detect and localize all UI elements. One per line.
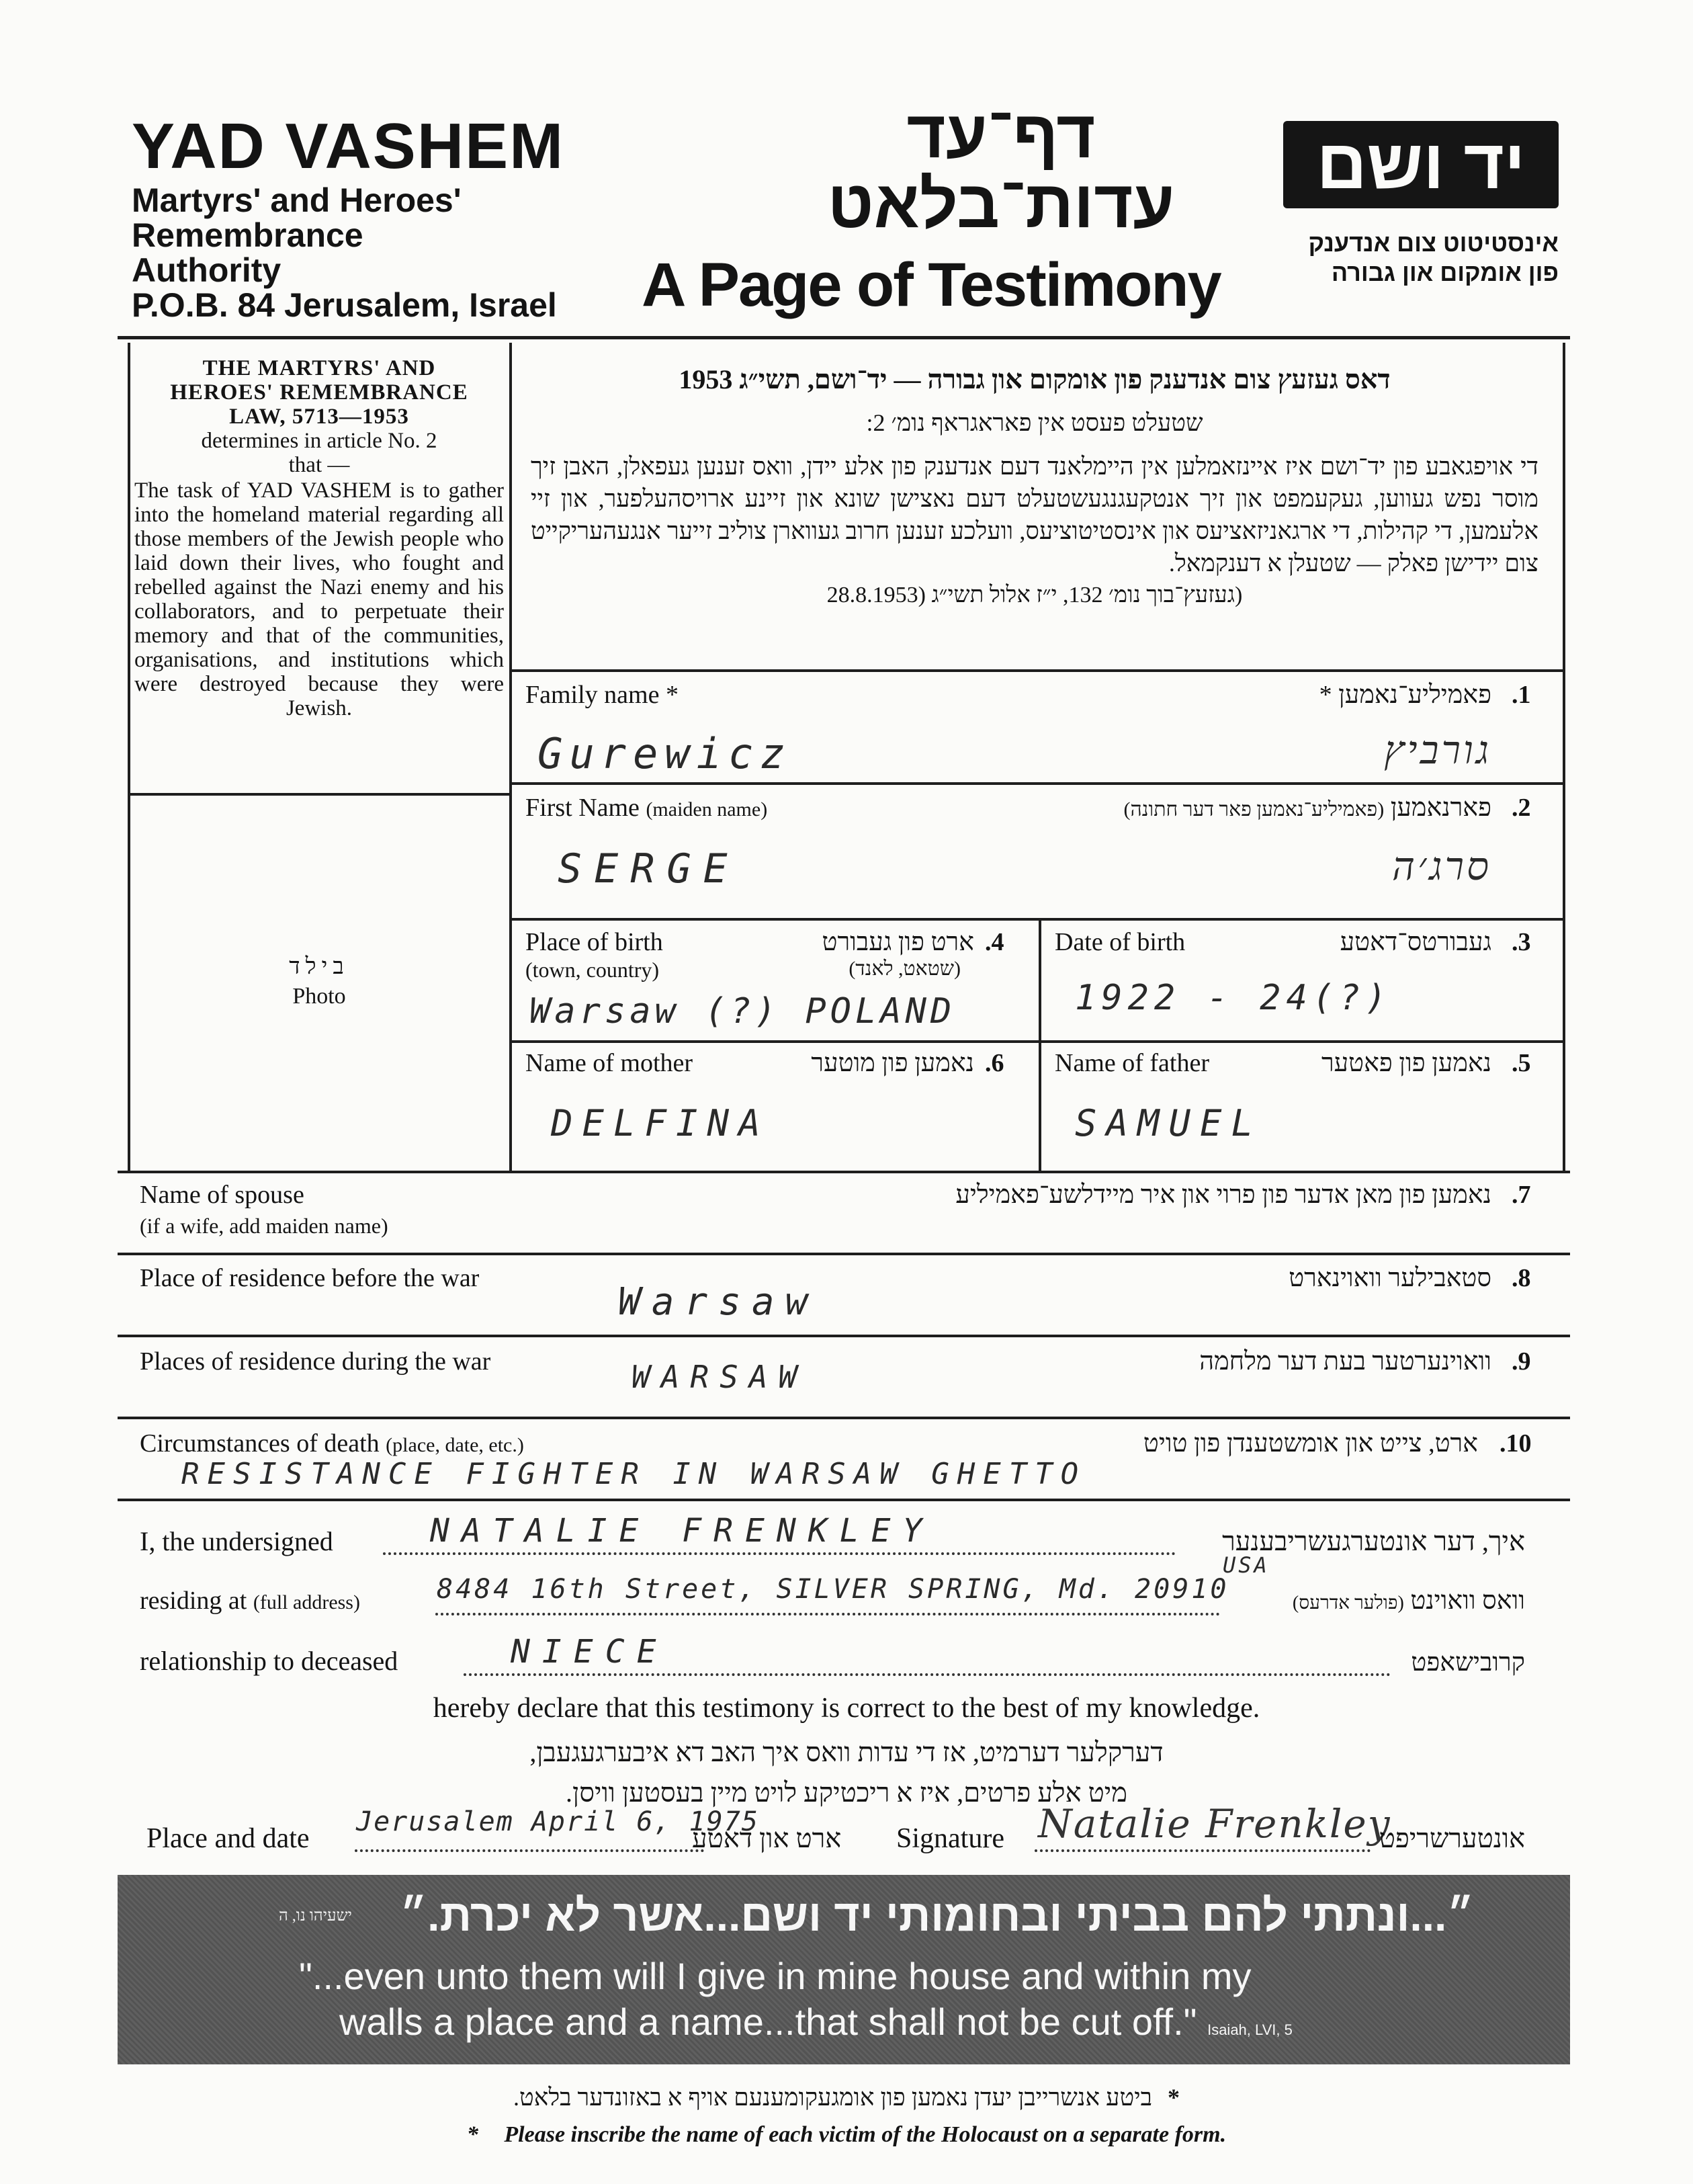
org-address: P.O.B. 84 Jerusalem, Israel [132, 286, 557, 324]
photo-label-yiddish: בילד [289, 954, 349, 979]
first-name-label [525, 793, 767, 823]
grid-line [118, 1499, 1570, 1501]
residing-line [435, 1613, 1220, 1615]
signature-heb-label: אונטערשריפט [1379, 1823, 1525, 1853]
date-of-birth-value[interactable]: 1922 - 24(?) [1075, 978, 1392, 1018]
first-name-heb-text: פארנאמען [1390, 794, 1491, 822]
grid-line [509, 918, 1565, 921]
law-body: The task of YAD VASHEM is to gather into the homeland material regarding all those members of the Jewish people who laid down their lives, who fought and rebelled against the Nazi enemy and his collaborators, and to perpetuate their memory and that of the communities, organisations, and institutions which were destroyed because they were Jewish. [134, 478, 504, 720]
residing-heb-note: (פולער אדרעס) [1292, 1593, 1404, 1613]
law-yiddish-body: די אויפגאבע פון יד־ושם איז איינזאמלען אין היימלאנד דעם אנדענק פון אלע יידן, וואס זענען געפאלן, האבן זיך מוסר נפש געווען, געקעמפט און זיך אנטקעגנגעשטעלט דעם נאצישן שונא און זיינע ארויסהעלפער, און זיי אלעמען, די קהילות, די ארגאניזאציעס און אינסטיטוציעס, וועלכע זענען חרוב געווארן צוליב זייער אנגעהעריקייט צום יידישן פאלק — שטעלן א דענקמאל. [531, 453, 1538, 577]
signature-label: Signature [896, 1823, 1004, 1854]
law-yiddish-ref: (געזעץ־בוך נומ׳ 132, י״ז אלול תשי״ג (28.8.1953 [826, 583, 1243, 607]
residence-before-label: Place of residence before the war [140, 1264, 480, 1292]
signature-line [1035, 1849, 1371, 1852]
family-name-label: Family name * [525, 681, 679, 709]
footer-yiddish [0, 2083, 1693, 2111]
date-of-birth-label: Date of birth [1055, 928, 1186, 956]
mother-name-heb-label: נאמען פון מוטער [811, 1049, 974, 1077]
grid-line [128, 793, 511, 796]
residence-during-value[interactable]: WARSAW [632, 1359, 808, 1395]
date-of-birth-number: .3 [1512, 928, 1531, 956]
logo-subtitle-line: אינסטיטוט צום אנדענק [1308, 229, 1559, 257]
declaration-statement: hereby declare that this testimony is correct to the best of my knowledge. [433, 1693, 1260, 1724]
declaration-statement-heb [0, 1732, 1693, 1813]
grid-line [118, 1417, 1570, 1419]
banner-ref: Isaiah, LVI, 5 [1207, 2021, 1293, 2038]
place-of-birth-label: Place of birth [525, 928, 663, 956]
family-name-value-heb[interactable]: גורביץ [1384, 727, 1491, 773]
law-yiddish-title: דאס געזעץ צום אנדענק פון אומקום און גבורה — יד־ושם, תשי״ג 1953 [679, 364, 1391, 394]
yiddish-title-line1: דף־עד [906, 97, 1096, 172]
date-of-birth-heb-label: געבורטס־דאטע [1340, 928, 1491, 956]
grid-line [509, 782, 1565, 785]
scripture-banner [118, 1875, 1570, 2064]
undersigned-heb-label: איך, דער אונטערגעשריבענער [1222, 1526, 1525, 1556]
relationship-line [464, 1673, 1391, 1676]
banner-hebrew-ref: ישעיהו נו, ה [279, 1907, 352, 1925]
first-name-label-text: First Name [525, 794, 640, 822]
spouse-label-note: (if a wife, add maiden name) [140, 1214, 388, 1238]
residing-heb-label [1293, 1586, 1525, 1615]
residence-during-heb-label: וואוינערטער בעת דער מלחמה [1199, 1347, 1491, 1376]
father-name-number: .5 [1512, 1049, 1531, 1077]
declaration-heb-line: דערקלער דערמיט, אז די עדות וואס איך האב דא איבערגעגעבן, [529, 1737, 1164, 1767]
org-block [132, 110, 602, 324]
undersigned-line [383, 1552, 1176, 1555]
relationship-heb-label: קרובישאפט [1411, 1648, 1525, 1677]
law-line: determines in article No. 2 [201, 429, 437, 453]
grid-line [509, 1040, 1565, 1043]
law-title: HEROES' REMEMBRANCE [170, 380, 468, 405]
org-title: YAD VASHEM [132, 110, 565, 182]
declaration-heb-line: מיט אלע פרטים, איז א ריכטיקע לויט מיין בעסטען וויסן. [566, 1777, 1127, 1808]
place-of-birth-heb-note: (שטאט, לאנד) [849, 958, 961, 980]
first-name-heb-label [1124, 793, 1491, 823]
footer-en-text: Please inscribe the name of each victim of the Holocaust on a separate form. [504, 2122, 1227, 2147]
first-name-label-note: (maiden name) [646, 798, 768, 821]
place-date-value[interactable]: Jerusalem April 6, 1975 [356, 1806, 759, 1837]
residence-during-label: Places of residence during the war [140, 1347, 491, 1376]
logo-text: יד ושם [1316, 126, 1526, 204]
law-title: LAW, 5713—1953 [229, 405, 409, 429]
yiddish-title [793, 97, 1209, 242]
death-circumstances-label [140, 1429, 524, 1458]
residing-label [140, 1586, 360, 1615]
first-name-heb-note: (פאמיליע־נאמען פאר דער חתונה) [1123, 798, 1385, 821]
undersigned-value[interactable]: NATALIE FRENKLEY [430, 1512, 935, 1550]
residing-label-note: (full address) [253, 1591, 360, 1613]
photo-label: Photo [292, 984, 346, 1009]
banner-line2 [339, 2000, 1293, 2044]
residence-before-heb-label: סטאבילער וואוינארט [1289, 1264, 1491, 1292]
logo-subtitle [1263, 228, 1559, 288]
family-name-value[interactable]: Gurewicz [537, 729, 792, 778]
father-name-label: Name of father [1055, 1049, 1209, 1077]
residence-during-number: .9 [1512, 1347, 1531, 1376]
residence-before-value[interactable]: Warsaw [618, 1280, 819, 1324]
residing-label-text: residing at [140, 1587, 247, 1615]
grid-line [118, 1253, 1570, 1255]
banner-hebrew: ״...ונתתי להם בביתי ובחומותי יד ושם...אשר לא יכרת.״ [400, 1890, 1475, 1940]
residing-value[interactable]: 8484 16th Street, SILVER SPRING, Md. 20910 [437, 1574, 1229, 1605]
place-of-birth-heb-label: ארט פון געבורט [822, 928, 974, 956]
logo-subtitle-line: פון אומקום און גבורה [1331, 259, 1559, 286]
banner-line2-text: walls a place and a name...that shall not be cut off." [339, 2001, 1197, 2043]
spouse-label: Name of spouse [140, 1181, 304, 1209]
law-yiddish-sub: שטעלט פעסט אין פאראגראף נומ׳ 2: [866, 409, 1203, 436]
law-english [134, 356, 504, 720]
death-value[interactable]: RESISTANCE FIGHTER IN WARSAW GHETTO [181, 1457, 1087, 1491]
death-heb-label: ארט, צייט און אומשטענדן פון טויט [1143, 1429, 1478, 1458]
residence-before-number: .8 [1512, 1264, 1531, 1292]
death-number: .10 [1500, 1429, 1532, 1458]
death-label-note: (place, date, etc.) [386, 1434, 524, 1456]
logo [1283, 121, 1559, 208]
footer-heb-text: ביטע אנשרייבן יעדן נאמען פון אומגעקומענעם אויף א באזונדער בלאט. [513, 2084, 1152, 2111]
mother-name-value[interactable]: DELFINA [551, 1102, 770, 1144]
yiddish-title-line2: עדות־בלאט [827, 167, 1175, 242]
place-date-heb-label: ארט און דאטע [692, 1823, 842, 1853]
first-name-value-heb[interactable]: סרג׳ה [1391, 843, 1491, 889]
mother-name-number: .6 [985, 1049, 1004, 1077]
place-date-line [355, 1849, 704, 1852]
father-name-value[interactable]: SAMUEL [1075, 1102, 1263, 1144]
relationship-value[interactable]: NIECE [511, 1633, 668, 1671]
footer-asterisk: * [1168, 2084, 1180, 2111]
signature-value[interactable]: Natalie Frenkley [1038, 1801, 1391, 1847]
place-date-label: Place and date [146, 1823, 310, 1854]
family-name-heb-label: פאמיליע־נאמען * [1319, 681, 1491, 709]
death-label-text: Circumstances of death [140, 1429, 380, 1458]
place-of-birth-value[interactable]: Warsaw (?) POLAND [529, 991, 956, 1032]
residing-extra[interactable]: USA [1223, 1552, 1270, 1578]
footer-english [0, 2122, 1693, 2148]
org-line: Martyrs' and Heroes' [132, 181, 462, 219]
photo-box [130, 954, 508, 1009]
residing-heb-text: וואס וואוינט [1410, 1587, 1525, 1615]
first-name-value[interactable]: SERGE [558, 845, 740, 892]
law-yiddish [531, 363, 1538, 612]
law-title: THE MARTYRS' AND [202, 356, 436, 380]
grid-line [128, 343, 130, 1171]
grid-line [1563, 343, 1565, 1171]
org-line: Authority [132, 251, 281, 289]
place-of-birth-number: .4 [985, 928, 1004, 956]
place-of-birth-note: (town, country) [525, 958, 660, 982]
father-name-heb-label: נאמען פון פאטער [1321, 1049, 1491, 1077]
page-title: A Page of Testimony [642, 251, 1221, 319]
first-name-number: .2 [1512, 794, 1531, 822]
grid-line [118, 1335, 1570, 1337]
footer-asterisk: * [466, 2122, 478, 2147]
banner-line1: "...even unto them will I give in mine house and within my [299, 1955, 1252, 1997]
relationship-label: relationship to deceased [140, 1646, 398, 1676]
undersigned-label: I, the undersigned [140, 1526, 333, 1556]
spouse-heb-label: נאמען פון מאן אדער פון פרוי און איר מיידלשע־פאמיליע [955, 1181, 1491, 1209]
mother-name-label: Name of mother [525, 1049, 693, 1077]
header-rule [118, 336, 1570, 339]
grid-line [509, 343, 512, 1171]
org-line: Remembrance [132, 216, 363, 254]
grid-line [509, 669, 1565, 672]
family-name-number: .1 [1512, 681, 1531, 709]
spouse-number: .7 [1512, 1181, 1531, 1209]
law-line: that — [288, 453, 350, 477]
grid-line [1039, 918, 1041, 1171]
grid-line [118, 1171, 1570, 1173]
